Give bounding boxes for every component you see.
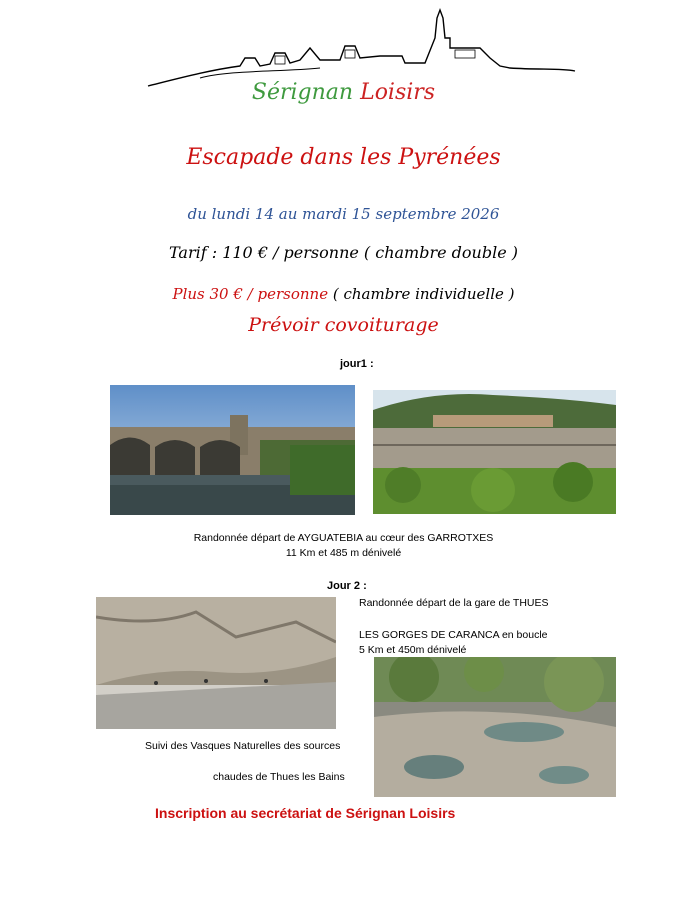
brand-part-2: Loisirs xyxy=(360,80,436,105)
price-single-supplement xyxy=(0,285,687,303)
day2-gorges xyxy=(359,628,548,658)
day2-pools-line1: Suivi des Vasques Naturelles des sources xyxy=(145,740,341,752)
photo-cliff-village xyxy=(373,390,616,514)
brand-name xyxy=(0,80,687,105)
price-double: Tarif : 110 € / personne ( chambre double ) xyxy=(168,243,519,262)
day1-heading: jour1 : xyxy=(340,358,374,370)
day1-description-line2: 11 Km et 485 m dénivelé xyxy=(285,547,402,559)
carpool-notice: Prévoir covoiturage xyxy=(248,314,439,336)
day2-departure: Randonnée départ de la gare de THUES xyxy=(359,597,549,609)
day1-description xyxy=(0,531,687,561)
photo-natural-pools xyxy=(374,657,616,797)
photo-gorge-path xyxy=(96,597,336,729)
trip-dates: du lundi 14 au mardi 15 septembre 2026 xyxy=(187,205,500,223)
day1-description-line1: Randonnée départ de AYGUATEBIA au cœur des GARROTXES xyxy=(193,532,494,544)
day2-gorges-line2: 5 Km et 450m dénivelé xyxy=(359,644,467,656)
supplement-note: ( chambre individuelle ) xyxy=(332,285,515,303)
day2-gorges-line1: LES GORGES DE CARANCA en boucle xyxy=(359,629,548,641)
page-title: Escapade dans les Pyrénées xyxy=(186,145,501,170)
photo-bridge xyxy=(110,385,355,515)
supplement-price: Plus 30 € / personne xyxy=(172,285,329,303)
day2-pools-line2: chaudes de Thues les Bains xyxy=(213,771,345,783)
registration-notice: Inscription au secrétariat de Sérignan Loisirs xyxy=(155,805,456,821)
village-skyline-logo xyxy=(140,8,580,88)
brand-part-1: Sérignan xyxy=(251,80,354,105)
day2-heading: Jour 2 : xyxy=(327,580,367,592)
